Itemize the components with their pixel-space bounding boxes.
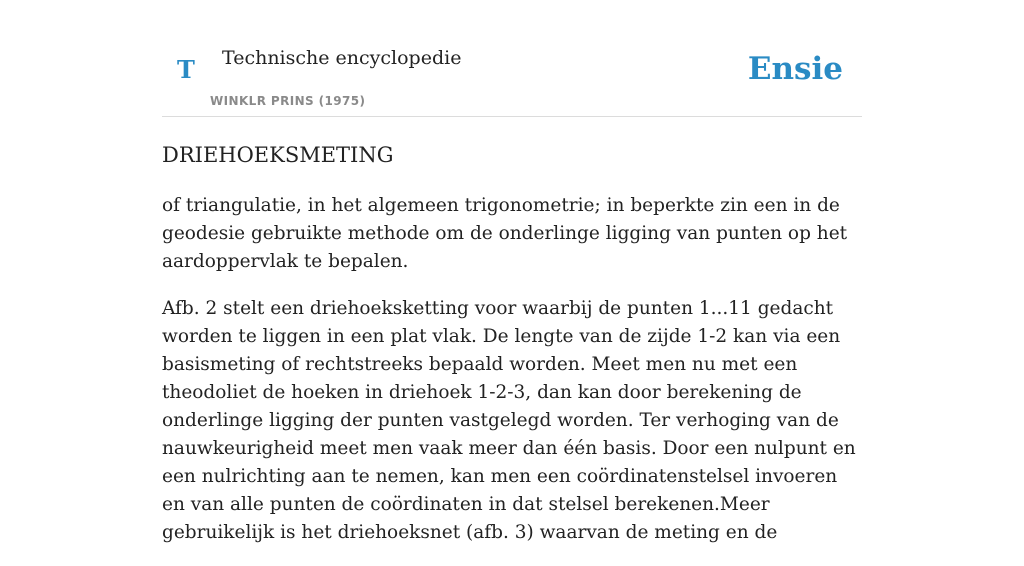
entry-body <box>162 192 862 566</box>
brand-logo[interactable]: Ensie <box>747 51 843 87</box>
entry-paragraph: Afb. 2 stelt een driehoeksketting voor waarbij de punten 1...11 gedacht worden te liggen in een plat vlak. De lengte van de zijde 1-2 kan via een basismeting of rechtstreeks bepaald worden. Meet men nu met een theodoliet de hoeken in driehoek 1-2-3, dan kan door berekening de onderlinge ligging der punten vastgelegd worden. Ter verhoging van de nauwkeurigheid meet men vaak meer dan één basis. Door een nulpunt en een nulrichting aan te nemen, kan men een coördinatenstelsel invoeren en van alle punten de coördinaten in dat stelsel berekenen.Meer gebruikelijk is het driehoeksnet (afb. 3) waarvan de meting en de <box>162 298 856 543</box>
header <box>162 0 862 117</box>
page <box>162 0 862 543</box>
logo-letter[interactable]: T <box>177 55 195 84</box>
encyclopedia-subtitle: WINKLR PRINS (1975) <box>210 94 366 108</box>
entry-paragraph: of triangulatie, in het algemeen trigonometrie; in beperkte zin een in de geodesie gebruikte methode om de onderlinge ligging van punten op het aardoppervlak te bepalen. <box>162 195 848 272</box>
encyclopedia-title[interactable]: Technische encyclopedie <box>222 47 462 69</box>
entry-title: DRIEHOEKSMETING <box>162 143 394 167</box>
